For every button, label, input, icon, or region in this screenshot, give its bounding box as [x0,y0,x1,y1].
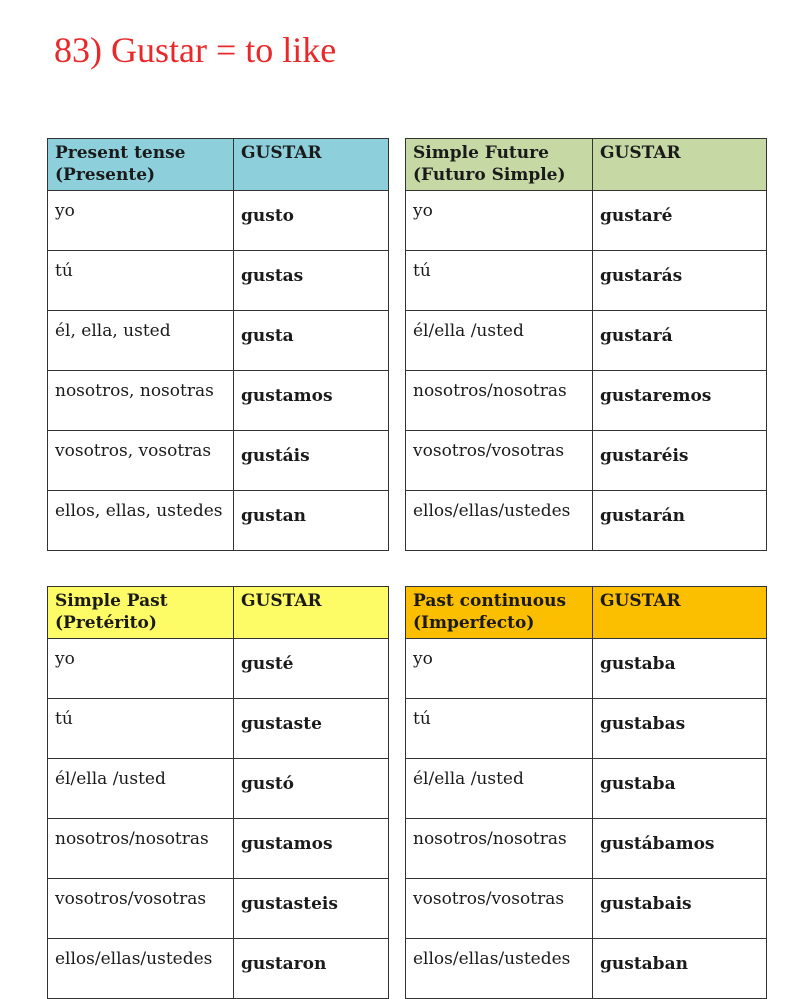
table-row [48,191,389,251]
verb-header-cell: GUSTAR [593,139,767,191]
table-row [406,251,767,311]
verb-form-cell: gustaremos [593,371,767,431]
table-row [406,699,767,759]
verb-form-cell: gustabas [593,699,767,759]
pronoun-cell: tú [48,251,234,311]
tense-name: Past continuous [413,591,567,611]
pronoun-cell: él/ella /usted [406,759,593,819]
table-row [406,639,767,699]
pronoun-cell: tú [406,699,593,759]
pronoun-cell: él/ella /usted [48,759,234,819]
pronoun-cell: vosotros, vosotras [48,431,234,491]
pronoun-cell: yo [48,639,234,699]
verb-header-cell: GUSTAR [593,587,767,639]
pronoun-cell: tú [48,699,234,759]
pronoun-cell: vosotros/vosotras [406,431,593,491]
table-row [48,819,389,879]
verb-form-cell: gustabais [593,879,767,939]
table-row [406,371,767,431]
pronoun-cell: nosotros/nosotras [406,819,593,879]
page-title: 83) Gustar = to like [54,30,337,70]
pronoun-cell: yo [406,191,593,251]
pronoun-cell: tú [406,251,593,311]
verb-header-cell: GUSTAR [234,139,389,191]
table-row [48,699,389,759]
verb-form-cell: gustas [234,251,389,311]
verb-form-cell: gustasteis [234,879,389,939]
verb-form-cell: gustaban [593,939,767,999]
pronoun-cell: nosotros, nosotras [48,371,234,431]
tense-name: Simple Future [413,143,549,163]
simple-future-table [405,138,767,551]
tense-header-cell [48,587,234,639]
present-tense-table [47,138,389,551]
table-row [48,939,389,999]
table-row [48,371,389,431]
verb-form-cell: gustaré [593,191,767,251]
table-header-row [48,587,389,639]
table-row [406,879,767,939]
pronoun-cell: yo [406,639,593,699]
tense-name: Simple Past [55,591,168,611]
table-row [406,819,767,879]
verb-form-cell: gustaréis [593,431,767,491]
verb-form-cell: gustaba [593,639,767,699]
table-row [406,191,767,251]
tense-header-cell [406,587,593,639]
table-row [406,759,767,819]
verb-form-cell: gustarás [593,251,767,311]
table-header-row [406,587,767,639]
table-row [48,431,389,491]
pronoun-cell: vosotros/vosotras [48,879,234,939]
table-row [48,311,389,371]
tense-name: Present tense [55,143,186,163]
verb-form-cell: gustan [234,491,389,551]
pronoun-cell: ellos/ellas/ustedes [48,939,234,999]
pronoun-cell: él, ella, usted [48,311,234,371]
verb-form-cell: gustará [593,311,767,371]
table-row [406,491,767,551]
tense-spanish-name: (Futuro Simple) [413,165,566,185]
tense-spanish-name: (Imperfecto) [413,613,535,633]
pronoun-cell: él/ella /usted [406,311,593,371]
pronoun-cell: vosotros/vosotras [406,879,593,939]
table-row [406,939,767,999]
verb-form-cell: gustáis [234,431,389,491]
table-header-row [48,139,389,191]
verb-form-cell: gustaba [593,759,767,819]
table-row [406,311,767,371]
past-continuous-table [405,586,767,999]
verb-header-cell: GUSTAR [234,587,389,639]
table-row [406,431,767,491]
verb-form-cell: gustó [234,759,389,819]
tense-spanish-name: (Pretérito) [55,613,157,633]
pronoun-cell: nosotros/nosotras [406,371,593,431]
tense-spanish-name: (Presente) [55,165,156,185]
verb-form-cell: gusta [234,311,389,371]
tense-header-cell [48,139,234,191]
simple-past-table [47,586,389,999]
verb-form-cell: gustarán [593,491,767,551]
pronoun-cell: nosotros/nosotras [48,819,234,879]
table-row [48,491,389,551]
pronoun-cell: ellos, ellas, ustedes [48,491,234,551]
pronoun-cell: ellos/ellas/ustedes [406,939,593,999]
table-row [48,759,389,819]
verb-form-cell: gusto [234,191,389,251]
tense-header-cell [406,139,593,191]
pronoun-cell: yo [48,191,234,251]
verb-form-cell: gustamos [234,371,389,431]
verb-form-cell: gustamos [234,819,389,879]
table-header-row [406,139,767,191]
pronoun-cell: ellos/ellas/ustedes [406,491,593,551]
table-row [48,639,389,699]
verb-form-cell: gusté [234,639,389,699]
verb-form-cell: gustaste [234,699,389,759]
table-row [48,251,389,311]
verb-form-cell: gustábamos [593,819,767,879]
table-row [48,879,389,939]
verb-form-cell: gustaron [234,939,389,999]
